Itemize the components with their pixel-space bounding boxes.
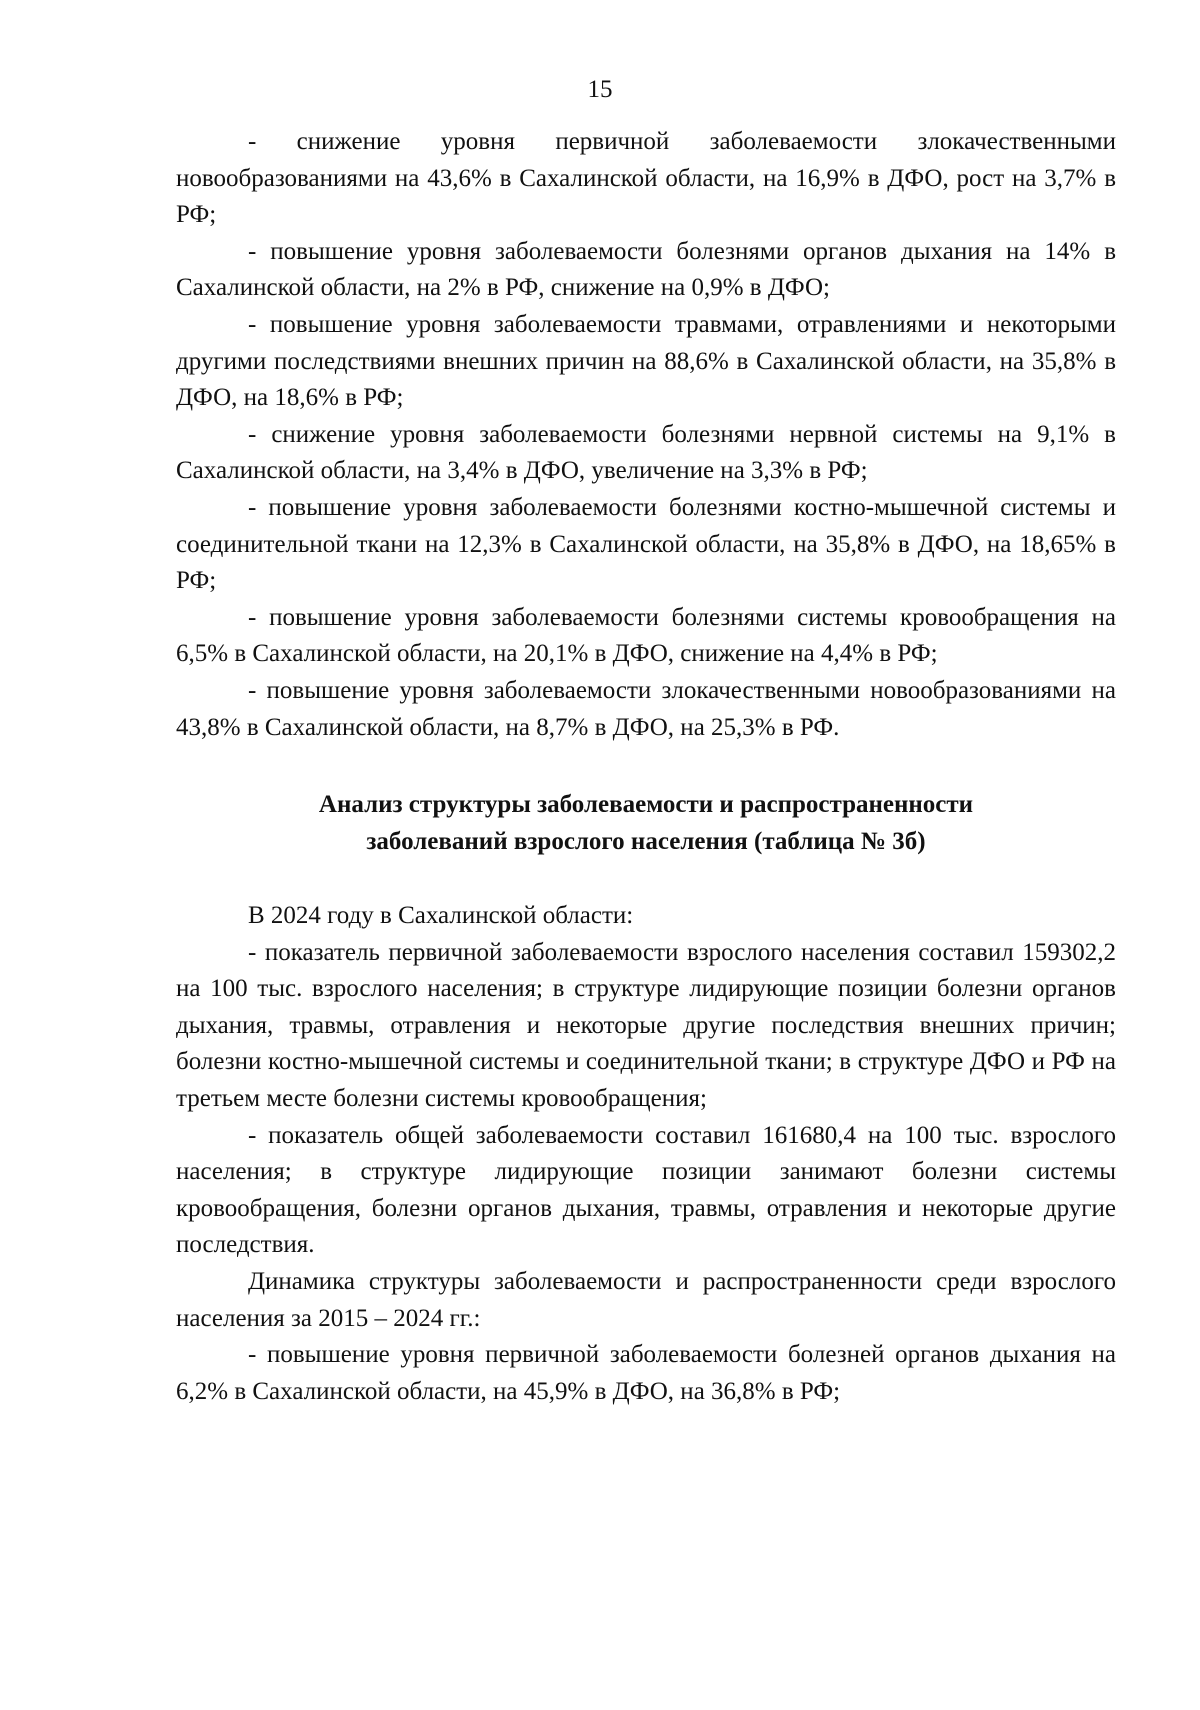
list-item: - показатель общей заболеваемости составил 161680,4 на 100 тыс. взрослого населения; в структуре лидирующие позиции занимают болезни системы кровообращения, болезни органов дыхания, травмы, отравления и некоторые другие последствия. <box>176 1121 1116 1259</box>
list-item: - повышение уровня заболеваемости болезнями костно-мышечной системы и соединительной ткани на 12,3% в Сахалинской области, на 35,8% в ДФО, на 18,65% в РФ; <box>176 493 1116 595</box>
list-item: - снижение уровня заболеваемости болезнями нервной системы на 9,1% в Сахалинской области, на 3,4% в ДФО, увеличение на 3,3% в РФ; <box>176 420 1116 485</box>
intro-paragraph: В 2024 году в Сахалинской области: <box>248 902 634 930</box>
dynamics-paragraph: Динамика структуры заболеваемости и распространенности среди взрослого населения за 2015 – 2024 гг.: <box>176 1268 1116 1332</box>
list-item: - повышение уровня первичной заболеваемости болезней органов дыхания на 6,2% в Сахалинской области, на 45,9% в ДФО, на 36,8% в РФ; <box>176 1341 1116 1405</box>
page-number: 15 <box>587 76 613 103</box>
list-item: - повышение уровня заболеваемости злокачественными новообразованиями на 43,8% в Сахалинской области, на 8,7% в ДФО, на 25,3% в РФ. <box>176 676 1116 741</box>
section-heading <box>176 786 1116 860</box>
list-item: - повышение уровня заболеваемости болезнями системы кровообращения на 6,5% в Сахалинской области, на 20,1% в ДФО, снижение на 4,4% в РФ; <box>176 603 1116 668</box>
page-body <box>176 124 1116 1410</box>
section-heading-line-2: заболеваний взрослого населения (таблица № 3б) <box>366 828 926 856</box>
list-item: - снижение уровня первичной заболеваемости злокачественными новообразованиями на 43,6% в Сахалинской области, на 16,9% в ДФО, рост на 3,7% в РФ; <box>176 128 1116 229</box>
list-item: - повышение уровня заболеваемости болезнями органов дыхания на 14% в Сахалинской области, на 2% в РФ, снижение на 0,9% в ДФО; <box>176 237 1116 302</box>
section-heading-line-1: Анализ структуры заболеваемости и распространенности <box>318 791 974 819</box>
list-item: - повышение уровня заболеваемости травмами, отравлениями и некоторыми другими последствиями внешних причин на 88,6% в Сахалинской области, на 35,8% в ДФО, на 18,6% в РФ; <box>176 310 1116 412</box>
list-item: - показатель первичной заболеваемости взрослого населения составил 159302,2 на 100 тыс. взрослого населения; в структуре лидирующие позиции болезни органов дыхания, травмы, отравления и некоторые другие последствия внешних причин; болезни костно-мышечной системы и соединительной ткани; в структуре ДФО и РФ на третьем месте болезни системы кровообращения; <box>176 938 1116 1113</box>
